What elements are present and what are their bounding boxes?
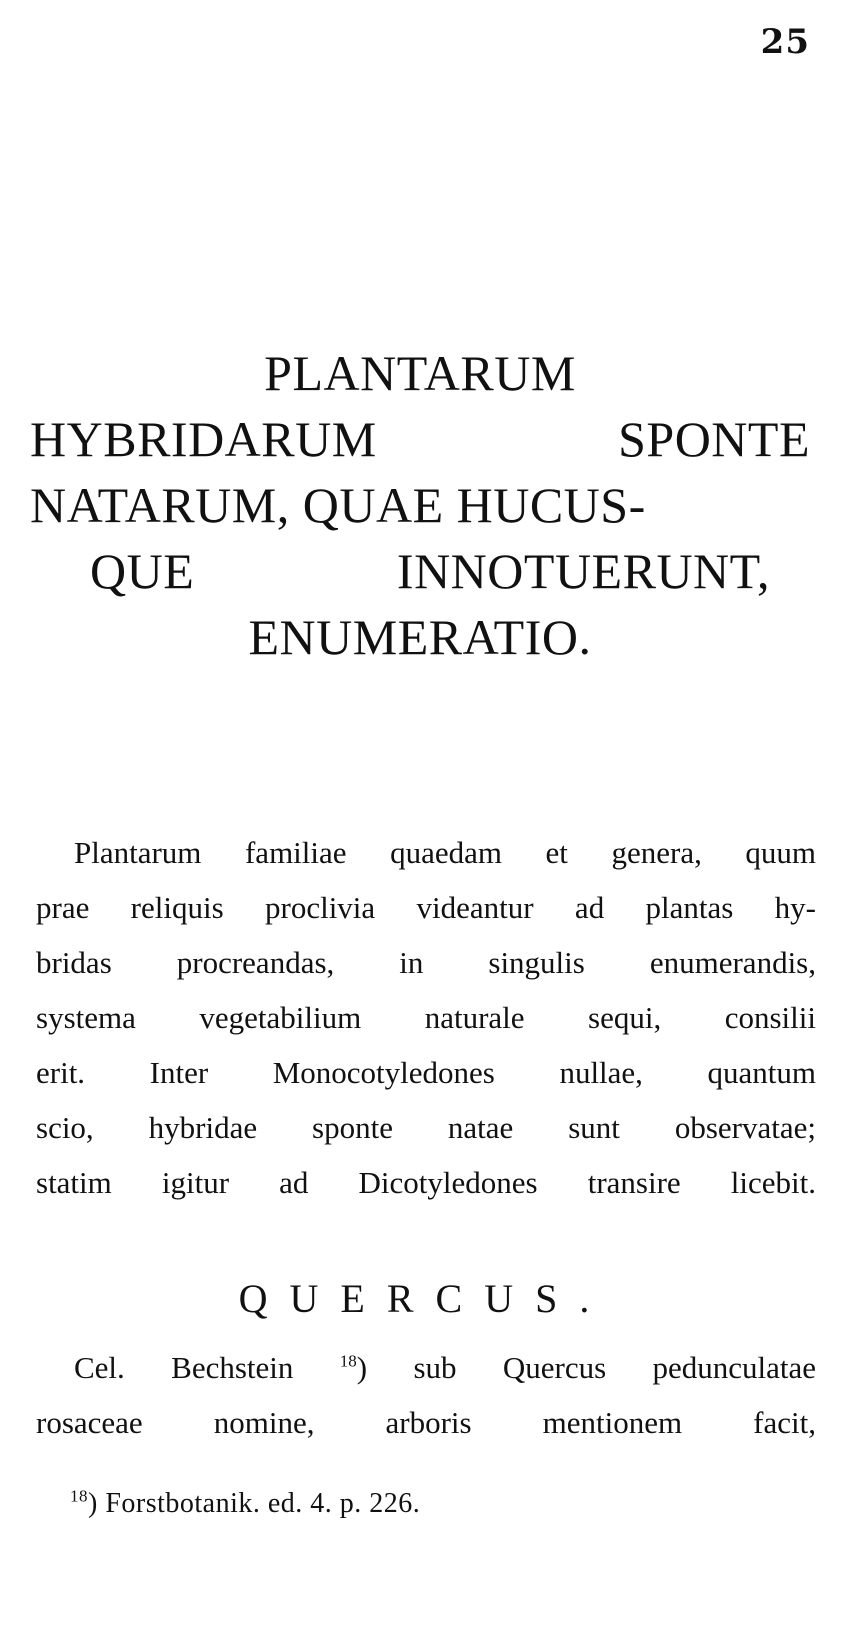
chapter-title bbox=[30, 340, 810, 670]
intro-line: Plantarum familiae quaedam et genera, quum bbox=[74, 835, 816, 870]
section-line-1-text-b: ) sub Quercus pedunculatae bbox=[356, 1350, 817, 1385]
intro-line: erit. Inter Monocotyledones nullae, quantum bbox=[36, 1055, 816, 1090]
title-line-4-word-2: INNOTUERUNT, bbox=[396, 543, 770, 599]
footnote-text: ) Forstbotanik. ed. 4. p. 226. bbox=[88, 1488, 421, 1519]
title-line-3: NATARUM, QUAE HUCUS- bbox=[30, 477, 646, 533]
intro-line: bridas procreandas, in singulis enumerandis, bbox=[36, 945, 816, 980]
section-line-1-text-a: Cel. Bechstein bbox=[74, 1350, 294, 1385]
title-line-2-word-2: SPONTE bbox=[618, 411, 810, 467]
intro-line: prae reliquis proclivia videantur ad plantas hy- bbox=[36, 890, 816, 925]
section-line-1 bbox=[36, 1340, 816, 1395]
intro-paragraph bbox=[36, 825, 816, 1210]
section-line-2: rosaceae nomine, arboris mentionem facit, bbox=[36, 1405, 816, 1440]
intro-line: scio, hybridae sponte natae sunt observatae; bbox=[36, 1110, 816, 1145]
title-line-4-word-1: QUE bbox=[90, 543, 195, 599]
footnote-reference: 18 bbox=[339, 1351, 357, 1371]
footnote bbox=[70, 1488, 420, 1520]
title-line-2-word-1: HYBRIDARUM bbox=[30, 411, 377, 467]
intro-line: statim igitur ad Dicotyledones transire licebit. bbox=[36, 1165, 816, 1200]
footnote-mark: 18 bbox=[70, 1486, 88, 1506]
intro-line: systema vegetabilium naturale sequi, consilii bbox=[36, 1000, 816, 1035]
title-line-2 bbox=[30, 406, 810, 472]
page-number: 25 bbox=[760, 22, 810, 62]
section-heading: QUERCUS. bbox=[238, 1276, 612, 1321]
title-line-5: ENUMERATIO. bbox=[248, 609, 592, 665]
title-line-1: PLANTARUM bbox=[264, 345, 576, 401]
title-line-4 bbox=[30, 538, 810, 604]
section-paragraph bbox=[36, 1340, 816, 1450]
